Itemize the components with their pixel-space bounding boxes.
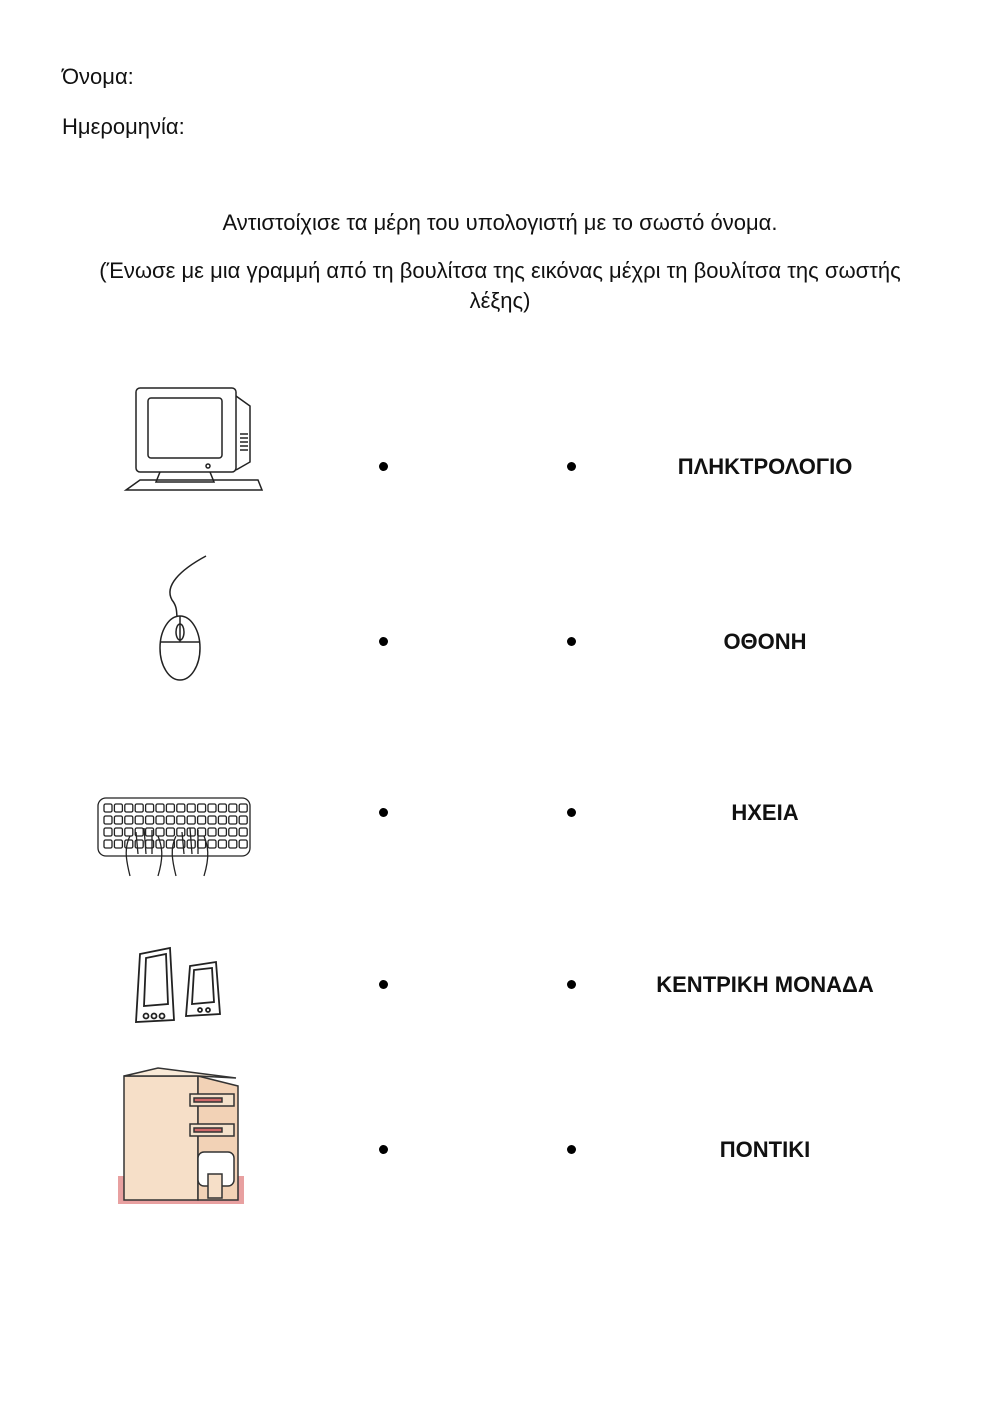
word-dot-4[interactable] (567, 980, 576, 989)
word-dot-3[interactable] (567, 808, 576, 817)
picture-dot-3[interactable] (379, 808, 388, 817)
picture-dot-5[interactable] (379, 1145, 388, 1154)
system-unit-icon (118, 1064, 244, 1204)
picture-dot-2[interactable] (379, 637, 388, 646)
word-label-3: ΗΧΕΙΑ (731, 800, 799, 825)
monitor-icon (120, 382, 265, 494)
speakers-icon (130, 944, 230, 1026)
word-dot-5[interactable] (567, 1145, 576, 1154)
instruction-line-2: (Ένωσε με μια γραμμή από τη βουλίτσα της εικόνας μέχρι τη βουλίτσα της σωστής λέξης) (99, 258, 901, 313)
word-dot-1[interactable] (567, 462, 576, 471)
word-label-5: ΠΟΝΤΙΚΙ (719, 1137, 811, 1162)
picture-dot-1[interactable] (379, 462, 388, 471)
word-label-2: ΟΘΟΝΗ (723, 629, 807, 654)
date-label: Ημερομηνία: (62, 114, 185, 139)
picture-dot-4[interactable] (379, 980, 388, 989)
word-label-4: ΚΕΝΤΡΙΚΗ ΜΟΝΑΔΑ (656, 972, 874, 997)
name-label: Όνομα: (62, 64, 134, 89)
keyboard-icon (96, 794, 254, 878)
instruction-line-1: Αντιστοίχισε τα μέρη του υπολογιστή με το σωστό όνομα. (222, 210, 778, 235)
mouse-icon (150, 552, 220, 686)
word-dot-2[interactable] (567, 637, 576, 646)
word-label-1: ΠΛΗΚΤΡΟΛΟΓΙΟ (677, 454, 853, 479)
